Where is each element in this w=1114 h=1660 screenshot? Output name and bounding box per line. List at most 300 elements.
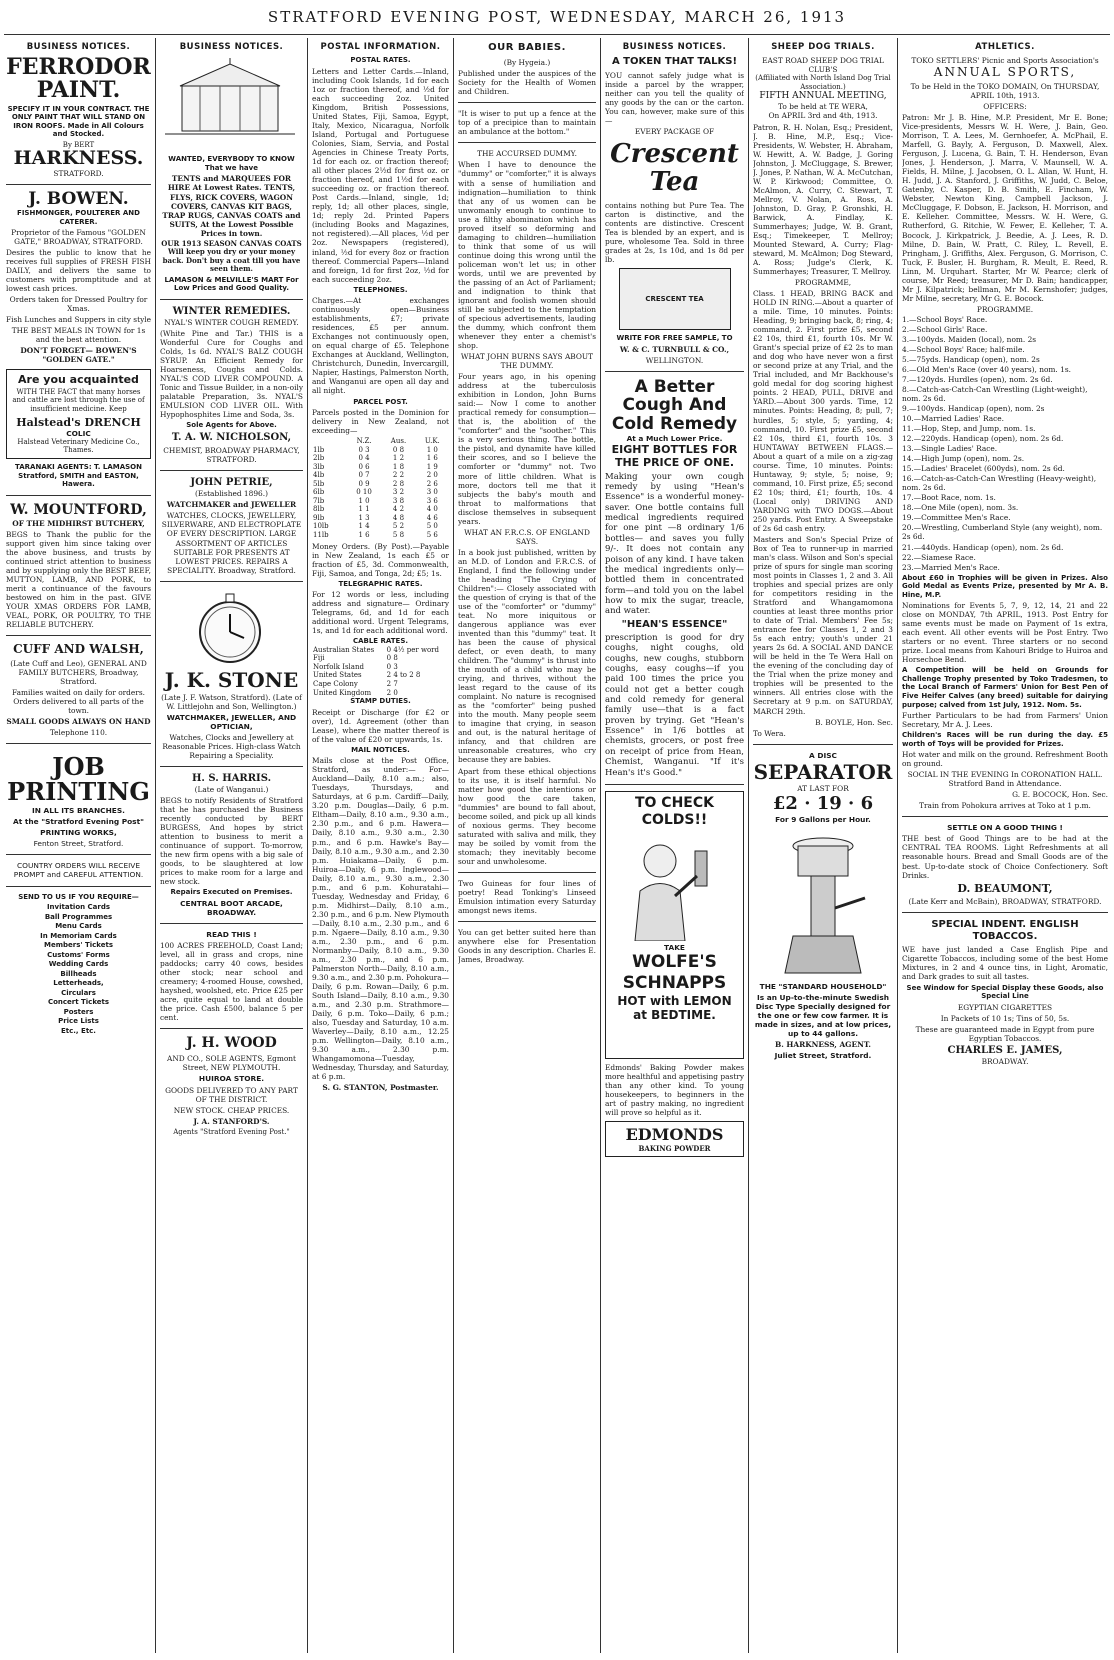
crescent-tea-logo: Crescent Tea xyxy=(610,138,739,198)
list-item: 15.—Ladies' Bracelet (600yds), nom. 2s 6d. xyxy=(902,464,1065,474)
officers-body: Patron: Mr J. B. Hine, M.P. President, Mr E. Bone; Vice-presidents, Messrs W. H. Were, J. Bain, Geo. Morrison, T. A. Lees, M. Gernhoefer, A. McPhail, E. Marfell, G. Bayly, A. Ferguson, D. Maxwell, Alex. Ferguson, J. Lucena, G. Bain, T. H. Henderson, Evan Jones, J. Henderson, J. Marra, V. Maunsell, W. A. Fields, H. Milne, J. Jacobsen, O. L. Allan, W. Hunt, H. H. Judd, J. A. Stanford, J. Griffiths, W. Judd, C. Beloe, Gatenby, C. Kasper, D. B. Smith, E. Fincham, W. Webster, Newton King, Campbell Jackson, J. McCluggage, F. Dobson, E. Jackson, H. Morrison, and E. Kelleher. Committee, Messrs. W. H. Were, G. Rutherford, G. Ritchie, W. Fewer, E. Kelleher, T. A. Bocock, J. Kirkpatrick, J. Beedie, A. J. Lees, R. D. Milne, D. Bain, W. Pratt, C. Riley, L. Revell, E. Pringham, J. Griffiths, Alex. Ferguson, G. Morrison, C. Tuck, F. Busler, H. Burgham, R. Meult, E. Reed, R. Linn, M. Urquhart. Starter, Mr W. Pearce; clerk of course, Mr Reed; treasurer, Mr D. Bain; handicapper, Mr J. Kilpatrick; bellman, Mr M. Kernshofer; judges, Mr Milne, secretary, Mr G. E. Bocock. xyxy=(902,113,1108,303)
mail-head: MAIL NOTICES. xyxy=(351,745,410,754)
tea-write: WRITE FOR FREE SAMPLE, TO xyxy=(616,334,733,343)
sep-capacity: For 9 Gallons per Hour. xyxy=(775,815,871,825)
table-row xyxy=(312,454,449,463)
programme-end: Masters and Son's Special Prize of Box of Tea to runner-up in married man's class. Wilson and Son's special prize of spurs for single man scoring most points in Classes 1, 2 and 3. All trophies and special prizes are only for competitors residing in the Stratford and Whangamomona counties at least three months prior to date of Trial. Members' Fee 5s; entrance fee for Classes 1, 2 and 3 5s each entry; youth's under 21 years 2s 6d. A SOCIAL AND DANCE will be held in the Te Wera Hall on the evening of the concluding day of the Trial when the prize money and trophies will be presented to the winners. All entries close with the Secretary at 9 p.m. on SATURDAY, MARCH 29th. xyxy=(753,534,893,716)
nominations: Nominations for Events 5, 7, 9, 12, 14, 21 and 22 close on MONDAY, 7th APRIL, 1913. Post Entry for same events must be made on Payment of 1s extra, each event. All other events will be Post Entry. Two starters or no event. Three starters or no second prize. Local means from Kahouri Bridge to Huiroa and Horsechoe Bend. xyxy=(902,601,1108,665)
ferrodor-by: By BERT xyxy=(62,140,95,149)
table-row xyxy=(312,654,449,663)
tent-illustration xyxy=(160,56,300,151)
list-item: Wedding Cards xyxy=(48,960,109,969)
cable-table xyxy=(312,646,449,697)
lamason-mart: LAMASON & MELVILLE'S MART For Low Prices and Good Quality. xyxy=(164,275,299,293)
table-cell: 1 3 xyxy=(358,513,370,522)
table-cell: 0 6 xyxy=(358,462,370,471)
guarantee: These are guaranteed made in Egypt from pure Egyptian Tobaccos. xyxy=(915,1024,1095,1043)
job-works: PRINTING WORKS, xyxy=(40,828,117,838)
social: SOCIAL IN THE EVENING In CORONATION HALL. Stratford Band in Attendance. xyxy=(907,770,1103,789)
schnapps-ad xyxy=(605,791,744,1059)
colds-take: TAKE xyxy=(664,943,685,953)
bowen-body: Desires the public to know that he receives full supplies of FRESH FISH DAILY, and delivers the same to customers with promptitude and at lowest cash prices. xyxy=(6,248,151,294)
dummy-head: THE ACCURSED DUMMY. xyxy=(477,149,577,159)
telephones-body: Charges.—At exchanges continuously open—Business establishments, £7; private residences, £5 per annum. Exchanges not continuously open, on equal charge of £5. Telephone Exchanges at Auckland, Wellington, Christchurch, Dunedin, Invercargill, Napier, Hastings, Palmerston North, and Wanganui are open all day and all night. xyxy=(312,296,449,396)
telegraph-body: For 12 words or less, including address and signature— Ordinary Telegrams, 6d, and 1d for each additional word. Urgent Telegrams, 1s, and 1d for each additional word. xyxy=(312,590,449,636)
parcel-table xyxy=(312,437,449,539)
table-cell: 4 0 xyxy=(426,505,438,514)
table-row xyxy=(312,680,449,689)
hot-water: Hot water and milk on the ground. Refreshment Booth on ground. xyxy=(902,750,1108,769)
indent-body: WE have just landed a Case English Pipe and Cigarette Tobaccos, including some of the best Home Mixtures, in 2 and 4 ounce tins, in Light, Aromatic, and Dark grades to suit all tastes. xyxy=(902,945,1108,982)
telephones-head: TELEPHONES. xyxy=(353,285,408,294)
table-cell: 3lb xyxy=(313,462,325,471)
edmonds-sub: BAKING POWDER xyxy=(638,1143,711,1153)
table-cell: Fiji xyxy=(313,654,325,663)
tent-body: TENTS and MARQUEES FOR HIRE At Lowest Rates. TENTS, FLYS, RICK COVERS, WAGON COVERS, CANVAS KIT BAGS, TRAP RUGS, CANVAS COATS and SUITS, At the Lowest Possible Prices in town. xyxy=(162,174,301,238)
cuff-body: Families waited on daily for orders. Orders delivered to all parts of the town. xyxy=(12,687,145,715)
table-cell: 1 0 xyxy=(426,445,438,454)
table-cell: 1 8 xyxy=(392,462,405,471)
table-row xyxy=(312,446,449,455)
table-cell: Cape Colony xyxy=(313,679,358,688)
table-cell: 5 8 xyxy=(392,530,405,539)
divider xyxy=(458,142,596,143)
intro: Published under the auspices of the Society for the Health of Women and Children. xyxy=(458,69,596,97)
divider xyxy=(6,854,151,855)
list-item: 13.—Single Ladies' Race. xyxy=(902,444,998,454)
sports-held: To be Held in the TOKO DOMAIN, On THURSDAY, APRIL 10th, 1913. xyxy=(910,82,1100,101)
table-cell: 0 4 xyxy=(358,454,370,463)
mountford-of: OF THE MIDHIRST BUTCHERY, xyxy=(12,518,145,528)
stone-trade: WATCHMAKER, JEWELLER, AND OPTICIAN, xyxy=(166,712,297,731)
programme-list xyxy=(902,315,1108,572)
nicholson-name: T. A. W. NICHOLSON, xyxy=(171,431,292,443)
divider xyxy=(6,635,151,636)
list-item: 12.—220yds. Handicap (open), nom. 2s 6d. xyxy=(902,434,1064,444)
winter-title: WINTER REMEDIES. xyxy=(172,305,291,317)
list-item: Etc., Etc. xyxy=(61,1026,96,1035)
edmonds-body: Edmonds' Baking Powder makes more healthful and appetising pastry than any other kind. To young housekeepers, to beginners in the art of pastry making, no ingredient will prove so helpful as it. xyxy=(605,1062,744,1118)
stanford-sub: Agents "Stratford Evening Post." xyxy=(173,1127,290,1136)
table-row xyxy=(312,663,449,672)
money-orders: Money Orders. (By Post).—Payable in New Zealand, 1s each £5 or fraction of £5, 3d. Commonwealth, Fiji, Samoa, and Tonga, 2d; £5; 1s. xyxy=(312,541,449,578)
better-suited: You can get better suited here than anywhere else for Presentation Goods in any description. Charles E. James, Broadway. xyxy=(458,927,596,965)
list-item: 16.—Catch-as-Catch-Can Wrestling (Heavy-weight), nom. 2s 6d. xyxy=(902,474,1097,493)
column-4 xyxy=(458,38,596,1653)
table-cell: 4 2 xyxy=(392,505,405,514)
divider xyxy=(902,816,1108,817)
cough-body-2: prescription is good for dry coughs, night coughs, old coughs, new coughs, stubborn coughs, easy coughs—if you paid 100 times the price you could not get a better cough and cold remedy for general family use—that is a fact proven by trying. Get "Hean's Essence" in 1/6 bottles at chemists, grocers, or post free on receipt of price from Hean, Chemist, Wanganui. "If it's Hean's it's Good." xyxy=(605,632,744,778)
table-cell: 2 0 xyxy=(426,471,438,480)
schnapps-brand: WOLFE'S SCHNAPPS xyxy=(622,952,727,993)
list-item: 9.—100yds. Handicap (open), nom. 2s xyxy=(902,404,1045,414)
divider xyxy=(753,744,893,745)
pocket-watch-illustration xyxy=(160,588,300,668)
table-cell: 4 6 xyxy=(426,513,438,522)
column-header: Aus. xyxy=(390,437,407,446)
column-6 xyxy=(753,38,893,1653)
divider xyxy=(6,743,151,744)
programme-head: PROGRAMME, xyxy=(794,278,852,288)
ferrodor-body: SPECIFY IT IN YOUR CONTRACT. THE ONLY PAINT THAT WILL STAND ON IRON ROOFS. Made in All Colours and Stocked. xyxy=(7,104,150,139)
table-cell: 2 7 xyxy=(386,679,398,688)
train: Train from Pohokura arrives at Toko at 1 p.m. xyxy=(919,801,1091,811)
stanford-name: J. A. STANFORD'S. xyxy=(193,1116,270,1126)
winter-body: (White Pine and Tar.) THIS is a Wonderful Cure for Coughs and Colds, 1s 6d. NYAL'S BALZ COUGH SYRUP. An Efficient Remedy for Hoarseness, Coughs and Colds. NYAL'S COD LIVER COMPOUND. A Tonic and Tissue Builder, in a non-oily palatable Preparation, 3s. NYAL'S EMULSION COD LIVER OIL. With Hypophosphites Lime and Soda, 3s. xyxy=(160,329,303,420)
list-item: Posters xyxy=(63,1007,94,1016)
tent-coat: OUR 1913 SEASON CANVAS COATS Will keep you dry or your money back. Don't buy a coat till you have seen them. xyxy=(161,238,302,274)
list-item: 1.—School Boys' Race. xyxy=(902,314,988,324)
sheepdog-sign: B. BOYLE, Hon. Sec. xyxy=(815,717,893,727)
petrie-trade: WATCHMAKER and JEWELLER xyxy=(166,500,297,510)
tea-package-label: CRESCENT TEA xyxy=(645,294,704,303)
divider xyxy=(605,784,744,785)
halstead-name: Halstead's DRENCH xyxy=(16,415,141,429)
burns-head: WHAT JOHN BURNS SAYS ABOUT THE DUMMY. xyxy=(460,352,594,371)
table-cell: 1 0 xyxy=(358,496,370,505)
sep-agent: B. HARKNESS, AGENT. xyxy=(774,1040,871,1050)
halstead-title: Are you acquainted xyxy=(18,372,139,386)
bowen-trade: FISHMONGER, POULTERER AND CATERER. xyxy=(17,209,140,226)
meeting-date: On APRIL 3rd and 4th, 1913. xyxy=(768,111,878,121)
divider xyxy=(160,1028,303,1029)
table-cell: 1lb xyxy=(313,445,325,454)
competition: A Competition will be held on Grounds for Challenge Trophy presented by Toko Tradesmen, to the Local Branch of Farmers' Union for Best Pen of Five Heifer Calves (any breed) suitable for dairying purpose; calved from 1st July, 1912. Nom. 5s. xyxy=(902,666,1108,709)
programme-body: Class. 1 HEAD, BRING BACK and HOLD IN RING.—About a quarter of a mile. Time, 10 minutes. Points: Heading, 9; bringing back, 8; ring, 4; command, 2. First prize £5, second £2 10s, third £1, fourth 10s. Mr W. Grant's special prize of £2 2s to man and dog who have never won a first or second prize at any Trial, and the Trial included, and Mr Backhouse's gold medal for dog scoring highest points. 2 HEAD, PULL, DRIVE and YARD.—About 300 yards. Time, 12 minutes. Points: Heading, 8; pull, 7; hurdles, 5; style, 5; yarding, 4; command, 10. First prize £5, second £2 10s, third £1, fourth 10s. 3 HUNTAWAY BETWEEN FLAGS.—About a quart of a mile on a zig-zag course. Time, 10 minutes. Points: Huntaway, 9; style, 5; noise, 9; command, 10. First prize, £5; second £2 10s; third, £1; fourth, 10s. 4 (Local only) DRIVING AND YARDING with TWO DOGS.—About 250 yards. Post Entry. A Sweepstake of 2s 6d cash entry. xyxy=(753,289,893,533)
table-cell: 2 4 to 2 8 xyxy=(386,671,421,680)
cough-head: A Better Cough And Cold Remedy xyxy=(611,376,738,435)
tea-body: YOU cannot safely judge what is inside a parcel by the wrapper, neither can you tell the quality of any goods by the can or the carton. You can, however, make sure of this— xyxy=(605,70,744,125)
halstead-co: Halstead Veterinary Medicine Co., Thames. xyxy=(17,437,140,455)
list-item: 20.—Wrestling, Cumberland Style (any weight), nom. 2s 6d. xyxy=(902,523,1103,542)
column-rule xyxy=(748,38,749,1653)
separator-machine-illustration xyxy=(773,828,873,978)
job-addr: Fenton Street, Stratford. xyxy=(33,839,124,849)
table-cell: 0 8 xyxy=(392,445,405,454)
section-heading: BUSINESS NOTICES. xyxy=(26,42,131,52)
stone-body: Watches, Clocks and Jewellery at Reasonable Prices. High-class Watch Repairing a Speciality. xyxy=(162,732,301,760)
job-list xyxy=(6,903,151,1035)
table-row xyxy=(312,531,449,540)
taranaki-agents: TARANAKI AGENTS: T. LAMASON Stratford, SMITH and EASTON, Hawera. xyxy=(15,463,142,489)
list-item: Ball Programmes xyxy=(44,912,113,921)
column-header: U.K. xyxy=(424,437,440,446)
list-item: 11.—Hop, Step, and Jump, nom. 1s. xyxy=(902,424,1036,434)
table-cell: 1 6 xyxy=(426,454,438,463)
list-item: 19.—Committee Men's Race. xyxy=(902,513,1011,523)
man-with-bottle-illustration xyxy=(615,831,735,941)
table-row xyxy=(312,671,449,680)
farm-ad: 100 ACRES FREEHOLD, Coast Land; level, all in grass and crops, nine paddocks; carry 40 cows, besides other stock; near school and creamery; 4-roomed House, cowshed, hayshed, woolshed, etc. Price £25 per acre, quite equal to land at double the price. Cash £500, balance 5 per cent. xyxy=(160,941,303,1023)
beaumont-sub: (Late Kerr and McBain), BROADWAY, STRATFORD. xyxy=(908,896,1102,906)
settle-body: THE best of Good Things are to be had at the CENTRAL TEA ROOMS. Light Refreshments at all reasonable hours. Bread and Small Goods are of the best. Up-to-date stock of Choice Confectionery. Soft Drinks. xyxy=(902,834,1108,880)
divider xyxy=(160,470,303,471)
stone-name: J. K. STONE xyxy=(164,667,299,692)
read-this: READ THIS ! xyxy=(206,930,257,940)
divider xyxy=(160,923,303,924)
tea-package-image xyxy=(619,268,731,330)
central-arcade: CENTRAL BOOT ARCADE, BROADWAY. xyxy=(180,898,283,917)
table-row xyxy=(312,689,449,698)
petrie-body: WATCHES, CLOCKS, JEWELLERY, SILVERWARE, AND ELECTROPLATE OF EVERY DESCRIPTION. LARGE ASSORTMENT OF ARTICLES SUITABLE FOR PRESENTS AT LOWEST PRICES. REPAIRS A SPECIALITY. Broadway, Stratford. xyxy=(161,511,302,575)
table-row xyxy=(312,497,449,506)
table-row xyxy=(312,646,449,655)
sep-body: Is an Up-to-the-minute Swedish Disc Type Specially designed for the one or few cow farmer. It is made in sizes, and at low prices, up to 44 gallons. xyxy=(754,993,892,1039)
column-header: N.Z. xyxy=(356,437,372,446)
bowen-proprietor: Proprietor of the Famous "GOLDEN GATE," BROADWAY, STRATFORD. xyxy=(11,228,146,247)
table-cell: 1 4 xyxy=(358,522,370,531)
cough-eight: EIGHT BOTTLES FOR THE PRICE OF ONE. xyxy=(611,442,738,470)
table-cell: United States xyxy=(313,671,362,680)
egyptian-sub: In Packets of 10 1s; Tins of 50, 5s. xyxy=(940,1013,1070,1023)
stone-late: (Late J. F. Watson, Stratford). (Late of W. Littlejohn and Son, Wellington.) xyxy=(161,692,302,711)
column-rule xyxy=(453,38,454,1653)
list-item: 4.—School Boys' Race; half-mile. xyxy=(902,344,1025,354)
mail-body: Mails close at the Post Office, Stratford, as under:— For— Auckland—Daily, 8.10 a.m.; also, Tuesdays, Thursdays, and Saturdays, at 6 p.m. Cardiff—Daily, 3.20 p.m. Douglas—Daily, 6 p.m. Eltham—Daily, 8.10 a.m., 9.30 a.m., 2.30 p.m., and 6 p.m. Hawera—Daily, 8.10 a.m., 9.30 a.m., 2.30 p.m., and 6 p.m. Hawke's Bay—Daily, 8.10 a.m., 9.30 a.m., and 2.30 p.m. Huiakama—Daily, 6 p.m. Huiroa—Daily, 6 p.m. Inglewood—Daily, 8.10 a.m., 9.30 a.m., 2.30 p.m., and 6 p.m. Kohuratahi—Tuesday, Wednesday and Friday, 6 p.m. Midhirst—Daily, 8.10 a.m., 2.30 p.m., and 6 p.m. New Plymouth—Daily, 8.10 a.m., 2.30 p.m., and 6 p.m. Ngaere—Daily, 8.10 a.m., 9.30 a.m., 2.30 p.m., and 6 p.m. Normanby—Daily, 8.10 a.m., 9.30 a.m., 2.30 p.m., and 6 p.m. Palmerston North—Daily, 8.10 a.m., 9.30 a.m., and 2.30 p.m. Pohokura—Daily, 6 p.m. Rowan—Daily, 6 p.m. South Island—Daily, 8.10 a.m., 9.30 a.m., and 2.30 p.m. Strathmore—Daily, 6 p.m. Toko—Daily, 6 p.m.; also, Tuesday and Saturday, 10 a.m. Waverley—Daily, 8.10 a.m., 12.25 p.m. Wellington—Daily, 8.10 a.m., 9.30 a.m., 2.30 p.m. Whangamomona—Tuesday, Wednesday, Thursday, and Saturday, at 6 p.m. xyxy=(312,756,449,1082)
postal-rates-body: Letters and Letter Cards.—Inland, including Cook Islands, 1d for each 1oz or fraction thereof, and ½d for each succeeding 2oz. United Kingdom, British Possessions, United States, Fiji, Samoa, Egypt, Italy, Mexico, Nicaragua, Norfolk Island, Portugal and Portuguese Colonies, Siam, Servia, and Postal Agencies in Chinese Treaty Ports, 1d for each oz. or fraction thereof; all other places 2½d for first oz. or fraction thereof, and 1½d for each succeeding oz. or fraction thereof. Post Cards.—Inland, single, 1d; reply, 1d; all other places, single, 1d; reply 2d. Printed Papers (including Books and Magazines, not registered).—All places, ½d per 2oz. Newspapers (registered), inland, ½d for every 8oz or fraction thereof. Commercial Papers—Inland and foreign, 1d for first 2oz, ½d for each succeeding 2oz. xyxy=(312,66,449,284)
bowen-poultry: Orders taken for Dressed Poultry for Xmas. xyxy=(9,295,148,314)
table-row xyxy=(312,463,449,472)
harris-repairs: Repairs Executed on Premises. xyxy=(170,888,293,897)
club-name: EAST ROAD SHEEP DOG TRIAL CLUB'S xyxy=(762,56,884,75)
divider xyxy=(458,872,596,873)
table-cell: 1 6 xyxy=(358,530,370,539)
edmonds-brand: EDMONDS xyxy=(625,1125,724,1145)
club-aff: (Affiliated with North Island Dog Trial Association.) xyxy=(755,74,891,91)
table-cell: 0 3 xyxy=(358,445,370,454)
table-cell: 2 0 xyxy=(386,688,398,697)
sep-disc: A DISC xyxy=(809,750,837,760)
programme-head: PROGRAMME. xyxy=(976,304,1034,314)
cable-head: CABLE RATES. xyxy=(352,637,409,646)
section-heading: ATHLETICS. xyxy=(975,42,1035,52)
cuff-late: (Late Cuff and Leo), GENERAL AND FAMILY BUTCHERS, Broadway, Stratford. xyxy=(10,658,147,686)
column-7 xyxy=(902,38,1108,1653)
column-rule xyxy=(155,38,156,1653)
dummy-body: When I have to denounce the "dummy" or "comforter," it is always with a sense of humiliation and indignation—humiliation to think that any of us women can be unwomanly enough to continue to use a filthy abomination which has proved itself so deforming and damaging to children—humiliation to think that some of us will continue doing this wrong until the policeman won't let us; in other words, until we are prevented by the passing of an Act of Parliament; and indignation to think that ignorant and foolish women should still be subjected to the temptation of specious advertisements, lauding the dummy, which confront them whenever they enter a chemist's shop. xyxy=(458,160,596,351)
table-cell: 11lb xyxy=(313,530,329,539)
tea-co: W. & C. TURNBULL & CO., xyxy=(619,344,730,354)
list-item: 2.—School Girls' Race. xyxy=(902,324,988,334)
officers-head: OFFICERS: xyxy=(983,102,1027,112)
table-cell: 0 3 xyxy=(386,662,398,671)
table-cell: 2 6 xyxy=(426,479,438,488)
job-printing-title: JOB PRINTING xyxy=(7,751,150,807)
mountford-body: BEGS to Thank the public for the support given him since taking over the above business, and trusts by continued strict attention to business and by supplying only the BEST BEEF, MUTTON, LAMB, AND PORK, to merit a continuance of the favours bestowed on him in the past. GIVE YOUR XMAS ORDERS FOR LAMB, VEAL, PORK, OR POULTRY, TO THE RELIABLE BUTCHERY. xyxy=(6,529,151,630)
list-item: 3.—100yds. Maiden (local), nom. 2s xyxy=(902,334,1037,344)
tea-town: WELLINGTON. xyxy=(645,355,704,365)
sep-addr: Juliet Street, Stratford. xyxy=(774,1051,872,1061)
postmaster-sign: S. G. STANTON, Postmaster. xyxy=(322,1083,439,1093)
huiroa-store: HUIROA STORE. xyxy=(198,1074,265,1084)
bowen-forget: DON'T FORGET— BOWEN'S "GOLDEN GATE." xyxy=(20,346,137,365)
telegraph-head: TELEGRAPHIC RATES. xyxy=(338,579,423,588)
list-item: 7.—120yds. Hurdles (open), nom. 2s 6d. xyxy=(902,374,1053,384)
bowen-name: J. BOWEN. xyxy=(28,189,129,210)
job-send: SEND TO US IF YOU REQUIRE— xyxy=(18,892,139,901)
to-wera: To Wera. xyxy=(753,728,786,738)
table-cell: 1 1 xyxy=(358,505,370,514)
table-cell: 3 6 xyxy=(426,496,438,505)
table-cell: 4lb xyxy=(313,471,325,480)
table-cell: 0 10 xyxy=(356,488,372,497)
table-header-row xyxy=(312,437,449,446)
table-row xyxy=(312,505,449,514)
settle-head: SETTLE ON A GOOD THING ! xyxy=(947,823,1063,833)
huiroa-stock: NEW STOCK. CHEAP PRICES. xyxy=(173,1105,290,1115)
halstead-colic: COLIC xyxy=(66,428,91,438)
james-name: CHARLES E. JAMES, xyxy=(947,1044,1063,1056)
quote: "It is wiser to put up a fence at the top of a precipice than to maintain an ambulance at the bottom." xyxy=(458,109,596,137)
burns-body: Four years ago, in his opening address at the tuberculosis exhibition in London, John Burns said:— Now I come to another practical remedy for consumption—that is, the abolition of the "comforter" and the "soother." This is a very serious thing. The bottle, the pistol, and dynamite have killed their scores, and so I believe the comforter or "dummy" not. Two more of little children. What is more, doctors tell me that it subjects the baby's mouth and throat to malformations that disclose themselves in subsequent years. xyxy=(458,372,596,526)
separator-price: £2 · 19 · 6 xyxy=(772,793,874,815)
table-cell: Norfolk Island xyxy=(313,662,364,671)
section-heading: OUR BABIES. xyxy=(488,42,566,53)
egyptian: EGYPTIAN CIGARETTES xyxy=(957,1002,1053,1012)
table-cell: 2lb xyxy=(313,454,325,463)
section-heading: POSTAL INFORMATION. xyxy=(320,42,441,52)
section-heading: BUSINESS NOTICES. xyxy=(179,42,284,52)
harris-body: BEGS to notify Residents of Stratford that he has purchased the Business recently conducted by BERT BURGESS, And hopes by strict attention to business to merit a continuance of support. To-morrow, the new firm opens with a big sale of goods, to be slaughtered at low prices to make room for a large and new stock. xyxy=(160,796,303,887)
outro: Apart from these ethical objections to its use, it is itself harmful. No matter how good the intentions or how good the care taken, "dummies" are bound to fall about, become soiled, and pick up all kinds of noxious germs. They become saturated with saliva and milk, they may be soiled by vomit from the stomach; they inevitably become sour and unwholesome. xyxy=(458,766,596,866)
parcel-head: PARCEL POST. xyxy=(353,397,408,406)
cuff-tel: Telephone 110. xyxy=(49,727,108,737)
column-rule xyxy=(307,38,308,1653)
list-item: 17.—Boot Race, nom. 1s. xyxy=(902,493,996,503)
patron: Patron, R. H. Nolan, Esq.; President, J. B. Hine, M.P., Esq.; Vice-Presidents, W. Webster, H. Abraham, W. Hewitt, A. W. Badge, J. Goring Johnston, J. McCluggage, S. Brewer, J. Jones, P. Nathan, W. A. McCutchan, W. P. Kirkwood; Committee, O. McAlmon, A. Curry, C. Stewart, T. Mellroy, V. Nolan, A. Ross, A. Johnston, D. Gray, P. Gronshki, H. Barwick, A. Findlay, K. Summerhayes; Judge, W. B. Grant, Esq.; Timekeeper, T. Mellroy; Mounted Steward, A. Curry; Flag-steward, M. McAlmon; Dog Steward, A. Ross; Judge's Clerk, K. Summerhayes; Treasurer, T. Mellroy. xyxy=(753,122,893,277)
parcel-body: Parcels posted in the Dominion for delivery in New Zealand, not exceeding— xyxy=(312,408,449,436)
table-cell: 5 6 xyxy=(426,530,438,539)
table-cell: 3 8 xyxy=(392,496,405,505)
meeting: FIFTH ANNUAL MEETING, xyxy=(759,91,887,102)
table-cell: 1 2 xyxy=(392,454,405,463)
column-5 xyxy=(605,38,744,1653)
further: Further Particulars to be had from Farmers' Union Secretary, Mr A. J. Lees. xyxy=(902,711,1108,730)
table-row xyxy=(312,514,449,523)
beaumont-name: D. BEAUMONT, xyxy=(957,881,1053,895)
halstead-ad xyxy=(6,369,151,460)
indent-head: SPECIAL INDENT. ENGLISH TOBACCOS. xyxy=(931,919,1079,943)
bowen-meals: THE BEST MEALS IN TOWN for 1s and the best attention. xyxy=(11,326,146,345)
harris-name: H. S. HARRIS. xyxy=(191,772,272,784)
byline: (By Hygeia.) xyxy=(503,58,551,68)
divider xyxy=(160,766,303,767)
tent-head: WANTED, EVERYBODY TO KNOW That we have xyxy=(168,155,295,172)
section-heading: SHEEP DOG TRIALS. xyxy=(771,42,875,52)
divider xyxy=(6,184,151,185)
list-item: Circulars xyxy=(61,988,96,997)
table-cell: Australian States xyxy=(313,645,375,654)
ferrodor-title: FERRODOR PAINT. xyxy=(6,54,151,104)
table-cell: 5 0 xyxy=(426,522,438,531)
list-item: 23.—Married Men's Race. xyxy=(902,562,1000,572)
table-cell: 2 8 xyxy=(392,479,405,488)
top-rule xyxy=(4,34,1110,35)
list-item: Invitation Cards xyxy=(46,903,111,912)
wood-sub: AND CO., SOLE AGENTS, Egmont Street, NEW PLYMOUTH. xyxy=(166,1054,297,1073)
table-cell: 8lb xyxy=(313,505,325,514)
divider xyxy=(160,299,303,300)
separator-title: SEPARATOR xyxy=(753,759,893,784)
harkness-name: HARKNESS. xyxy=(13,147,144,170)
colds-bottom: HOT with LEMON at BEDTIME. xyxy=(617,993,732,1023)
divider xyxy=(605,371,744,372)
job-sub: IN ALL ITS BRANCHES. xyxy=(32,806,125,816)
two-guineas: Two Guineas for four lines of poetry! Read Tonking's Linseed Emulsion intimation every Saturday amongst news items. xyxy=(458,878,596,915)
annual-sports: ANNUAL SPORTS, xyxy=(933,65,1077,80)
nicholson-sub: CHEMIST, BROADWAY PHARMACY, STRATFORD. xyxy=(163,446,300,465)
edmonds-logo xyxy=(605,1121,744,1157)
table-row xyxy=(312,471,449,480)
james-sub: BROADWAY. xyxy=(981,1056,1029,1066)
table-cell: 4 8 xyxy=(392,513,405,522)
table-cell: 2 2 xyxy=(392,471,405,480)
harkness-town: STRATFORD. xyxy=(53,169,104,179)
job-country: COUNTRY ORDERS WILL RECEIVE PROMPT and CAREFUL ATTENTION. xyxy=(13,861,144,880)
column-rule xyxy=(600,38,601,1653)
prizes: About £60 in Trophies will be given in Prizes. Also Gold Medal as Events Prize, presented by Mr A. B. Hine, M.P. xyxy=(902,573,1108,599)
mountford-name: W. MOUNTFORD, xyxy=(10,501,147,518)
window: See Window for Special Display these Goods, also Special Line xyxy=(906,983,1104,1001)
divider xyxy=(902,912,1108,913)
colds-top: TO CHECK COLDS!! xyxy=(634,794,714,828)
list-item: 10.—Married Ladies' Race. xyxy=(902,414,1004,424)
list-item: 14.—High Jump (open), nom. 2s. xyxy=(902,454,1025,464)
list-item: In Memoriam Cards xyxy=(40,931,117,940)
huiroa-body: GOODS DELIVERED TO ANY PART OF THE DISTRICT. xyxy=(165,1085,298,1104)
table-row xyxy=(312,522,449,531)
cuff-small: SMALL GOODS ALWAYS ON HAND xyxy=(6,716,151,726)
list-item: 22.—Siamese Race. xyxy=(902,552,976,562)
table-cell: 1 9 xyxy=(426,462,438,471)
divider xyxy=(458,921,596,922)
cough-body: Making your own cough remedy by using "Hean's Essence" is a wonderful money-saver. One bottle contains full medical ingredients required for one pint —8 ordinary 1/6 bottles— and saves you fully 9/-. It does not contain any poison of any kind. I have taken the medical ingredients only—bottled them in concentrated form—and told you on the label how to mix the sugar, treacle, and water. xyxy=(605,471,744,617)
column-3 xyxy=(312,38,449,1653)
table-cell: 5 2 xyxy=(392,522,405,531)
cuff-name: CUFF AND WALSH, xyxy=(13,642,144,657)
column-2 xyxy=(160,38,303,1653)
table-cell: 0 7 xyxy=(358,471,370,480)
list-item: Concert Tickets xyxy=(47,998,110,1007)
divider xyxy=(458,102,596,103)
list-item: Letterheads, xyxy=(53,979,104,988)
sep-last: AT LAST FOR xyxy=(797,784,849,794)
cough-sub: At a Much Lower Price. xyxy=(626,433,723,443)
table-cell: 10lb xyxy=(313,522,329,531)
stamp-body: Receipt or Discharge (for £2 or over), 1d. Agreement (other than Lease), where the matter thereof is of the value of £20 or upwards, 1s. xyxy=(312,707,449,744)
list-item: Members' Tickets xyxy=(43,941,113,950)
table-cell: 6lb xyxy=(313,488,325,497)
tea-body-2: contains nothing but Pure Tea. The carton is distinctive, and the contents are distinctive. Crescent Tea is blended by an expert, and is pure, wholesome Tea. Sold in three grades at 2s, 1s 10d, and 1s 8d per lb. xyxy=(605,200,744,265)
table-cell: 3 0 xyxy=(426,488,438,497)
table-row xyxy=(312,480,449,489)
table-cell: 0 8 xyxy=(386,654,398,663)
list-item: 8.—Catch-as-Catch-Can Wrestling (Light-weight), nom. 2s 6d. xyxy=(902,385,1088,404)
tea-every: EVERY PACKAGE OF xyxy=(634,126,715,136)
sports-sec: G. E. BOCOCK, Hon. Sec. xyxy=(1012,790,1108,800)
postal-rates-head: POSTAL RATES. xyxy=(350,56,411,65)
masthead: STRATFORD EVENING POST, WEDNESDAY, MARCH 26, 1913 xyxy=(267,8,847,26)
bowen-lunch: Fish Lunches and Suppers in city style xyxy=(6,315,151,325)
frcs-body: In a book just published, written by an M.D. of London and F.R.C.S. of England, I find the following under the heading "The Crying of Children":— Closely associated with the question of crying is that of the use of the "comforter" or "dummy" teat. No more iniquitous or dangerous appliance was ever invented than this "dummy" teat. It has been the cause of physical defect, or even death, to many children. The "dummy" is thrust into the mouth of a child who may be crying, and thrives, without the least regard to the cause of its complaint. No nature is recognised as the "comforter" being pushed into the mouth. Many people seem to imagine that crying, in season and out, is the natural heritage of infancy, and that children are unreasonable creatures, who cry because they are babies. xyxy=(458,547,596,765)
table-cell: 3 2 xyxy=(392,488,405,497)
halstead-body: WITH THE FACT that many horses and cattle are lost through the use of insufficient medicine. Keep xyxy=(12,387,145,413)
list-item: 21.—440yds. Handicap (open), nom. 2s 6d. xyxy=(902,542,1064,552)
list-item: 5.—75yds. Handicap (open), nom. 2s xyxy=(902,354,1040,364)
table-cell: 7lb xyxy=(313,496,325,505)
cough-brand: "HEAN'S ESSENCE" xyxy=(621,618,728,630)
toko-settlers: TOKO SETTLERS' Picnic and Sports Association's xyxy=(911,56,1099,66)
